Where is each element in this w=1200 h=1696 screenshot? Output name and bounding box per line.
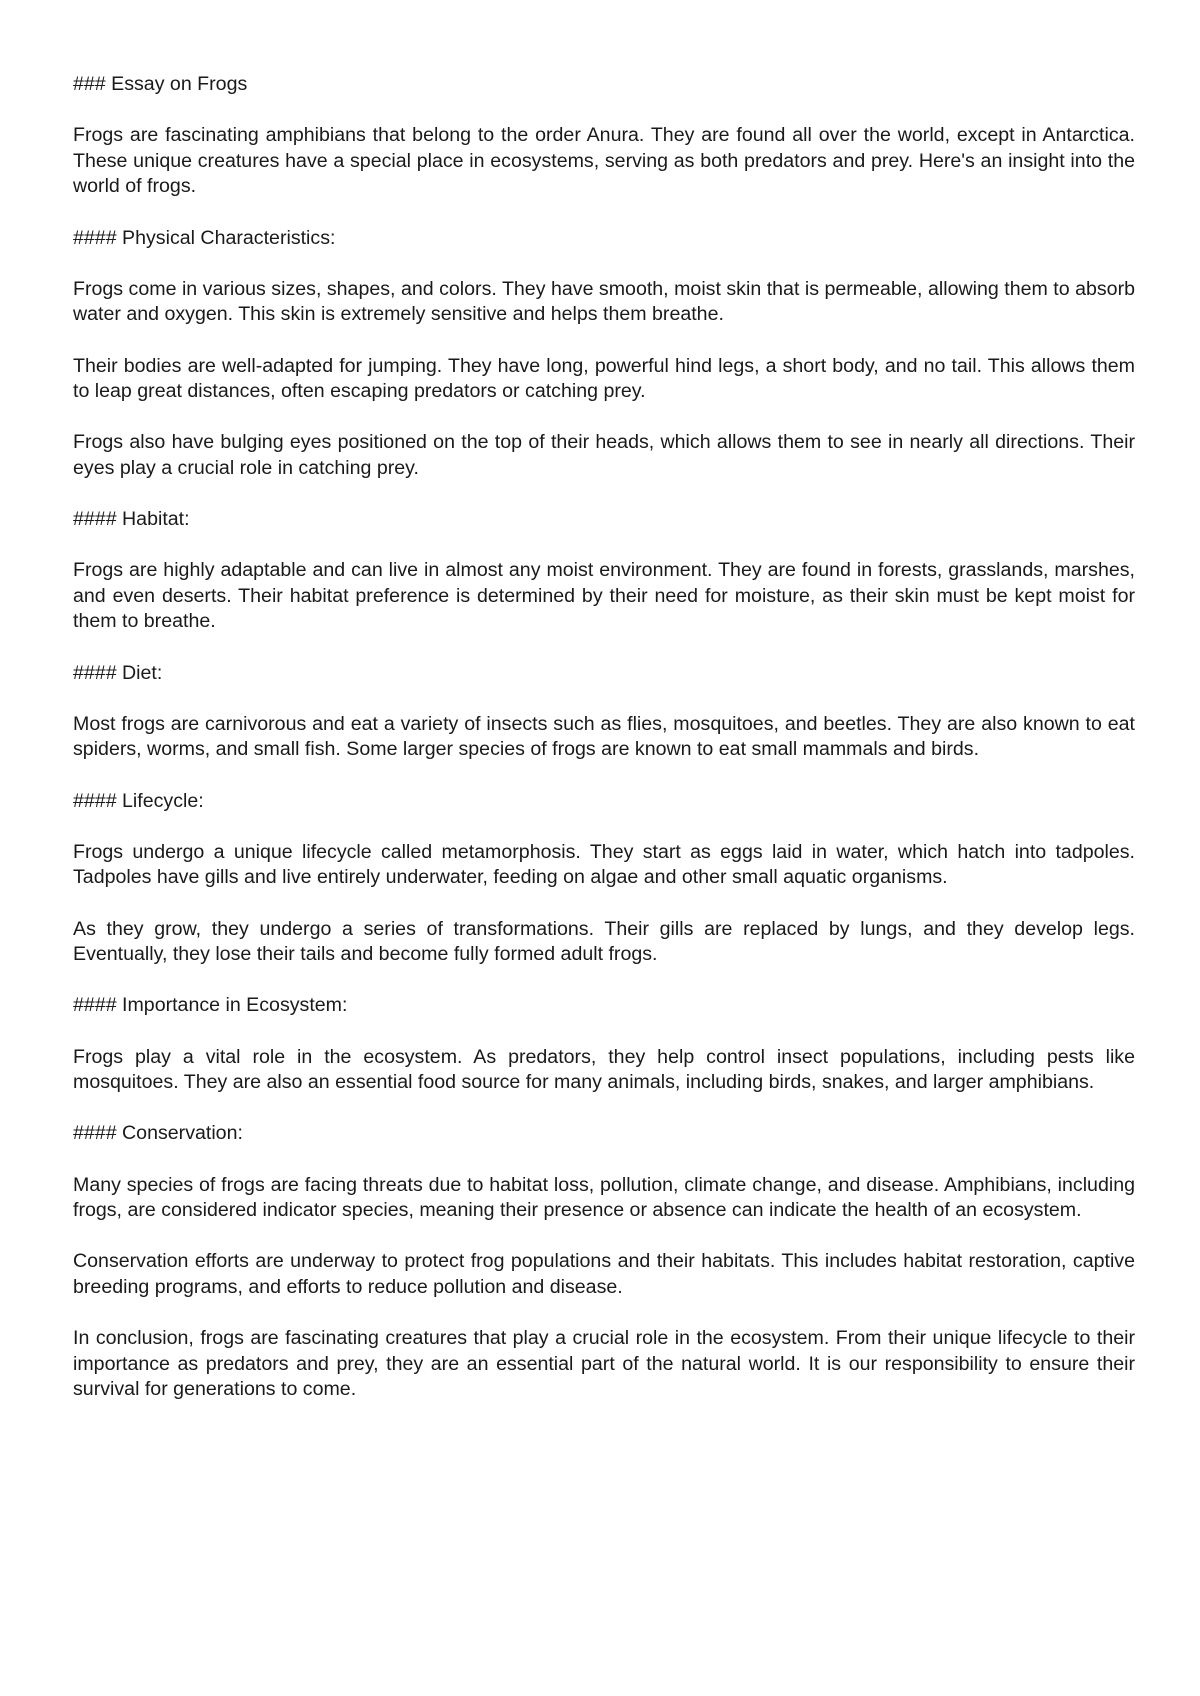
habitat-paragraph: Frogs are highly adaptable and can live in almost any moist environment. They are found in forests, grasslands, marshes, and even deserts. Their habitat preference is determined by their need for moisture, as their skin must be kept moist for them to breathe. bbox=[73, 559, 1135, 633]
document-page bbox=[73, 72, 1135, 1428]
physical-paragraph-eyes: Frogs also have bulging eyes positioned on the top of their heads, which allows them to see in nearly all directions. Their eyes play a crucial role in catching prey. bbox=[73, 431, 1135, 479]
section-heading-conservation: #### Conservation: bbox=[73, 1122, 243, 1145]
conservation-paragraph-threats: Many species of frogs are facing threats due to habitat loss, pollution, climate change, and disease. Amphibians, including frogs, are considered indicator species, meaning their presence or absence can indicate the health of an ecosystem. bbox=[73, 1173, 1135, 1222]
lifecycle-paragraph-metamorphosis: Frogs undergo a unique lifecycle called metamorphosis. They start as eggs laid in water, which hatch into tadpoles. Tadpoles have gills and live entirely underwater, feeding on algae and other small aquatic organisms. bbox=[73, 840, 1135, 889]
section-heading-lifecycle: #### Lifecycle: bbox=[73, 789, 204, 812]
physical-paragraph-bodies: Their bodies are well-adapted for jumping. They have long, powerful hind legs, a short body, and no tail. This allows them to leap great distances, often escaping predators or catching prey. bbox=[73, 354, 1135, 403]
section-heading-diet: #### Diet: bbox=[73, 661, 163, 684]
lifecycle-paragraph-transformations: As they grow, they undergo a series of transformations. Their gills are replaced by lungs, and they develop legs. Eventually, they lose their tails and become fully formed adult frogs. bbox=[73, 917, 1135, 966]
importance-paragraph: Frogs play a vital role in the ecosystem. As predators, they help control insect populations, including pests like mosquitoes. They are also an essential food source for many animals, including birds, snakes, and larger amphibians. bbox=[73, 1045, 1135, 1094]
section-heading-importance: #### Importance in Ecosystem: bbox=[73, 994, 348, 1017]
section-heading-habitat: #### Habitat: bbox=[73, 508, 190, 531]
conclusion-paragraph: In conclusion, frogs are fascinating creatures that play a crucial role in the ecosystem. From their unique lifecycle to their importance as predators and prey, they are an essential part of the natural world. It is our responsibility to ensure their survival for generations to come. bbox=[73, 1327, 1135, 1401]
conservation-paragraph-efforts: Conservation efforts are underway to protect frog populations and their habitats. This includes habitat restoration, captive breeding programs, and efforts to reduce pollution and disease. bbox=[73, 1250, 1135, 1298]
intro-paragraph: Frogs are fascinating amphibians that belong to the order Anura. They are found all over the world, except in Antarctica. These unique creatures have a special place in ecosystems, serving as both predators and prey. Here's an insight into the world of frogs. bbox=[73, 124, 1135, 198]
physical-paragraph-skin: Frogs come in various sizes, shapes, and colors. They have smooth, moist skin that is permeable, allowing them to absorb water and oxygen. This skin is extremely sensitive and helps them breathe. bbox=[73, 277, 1135, 326]
essay-title: ### Essay on Frogs bbox=[73, 73, 248, 95]
section-heading-physical-characteristics: #### Physical Characteristics: bbox=[73, 226, 336, 249]
diet-paragraph: Most frogs are carnivorous and eat a variety of insects such as flies, mosquitoes, and beetles. They are also known to eat spiders, worms, and small fish. Some larger species of frogs are known to eat small mammals and birds. bbox=[73, 712, 1135, 761]
